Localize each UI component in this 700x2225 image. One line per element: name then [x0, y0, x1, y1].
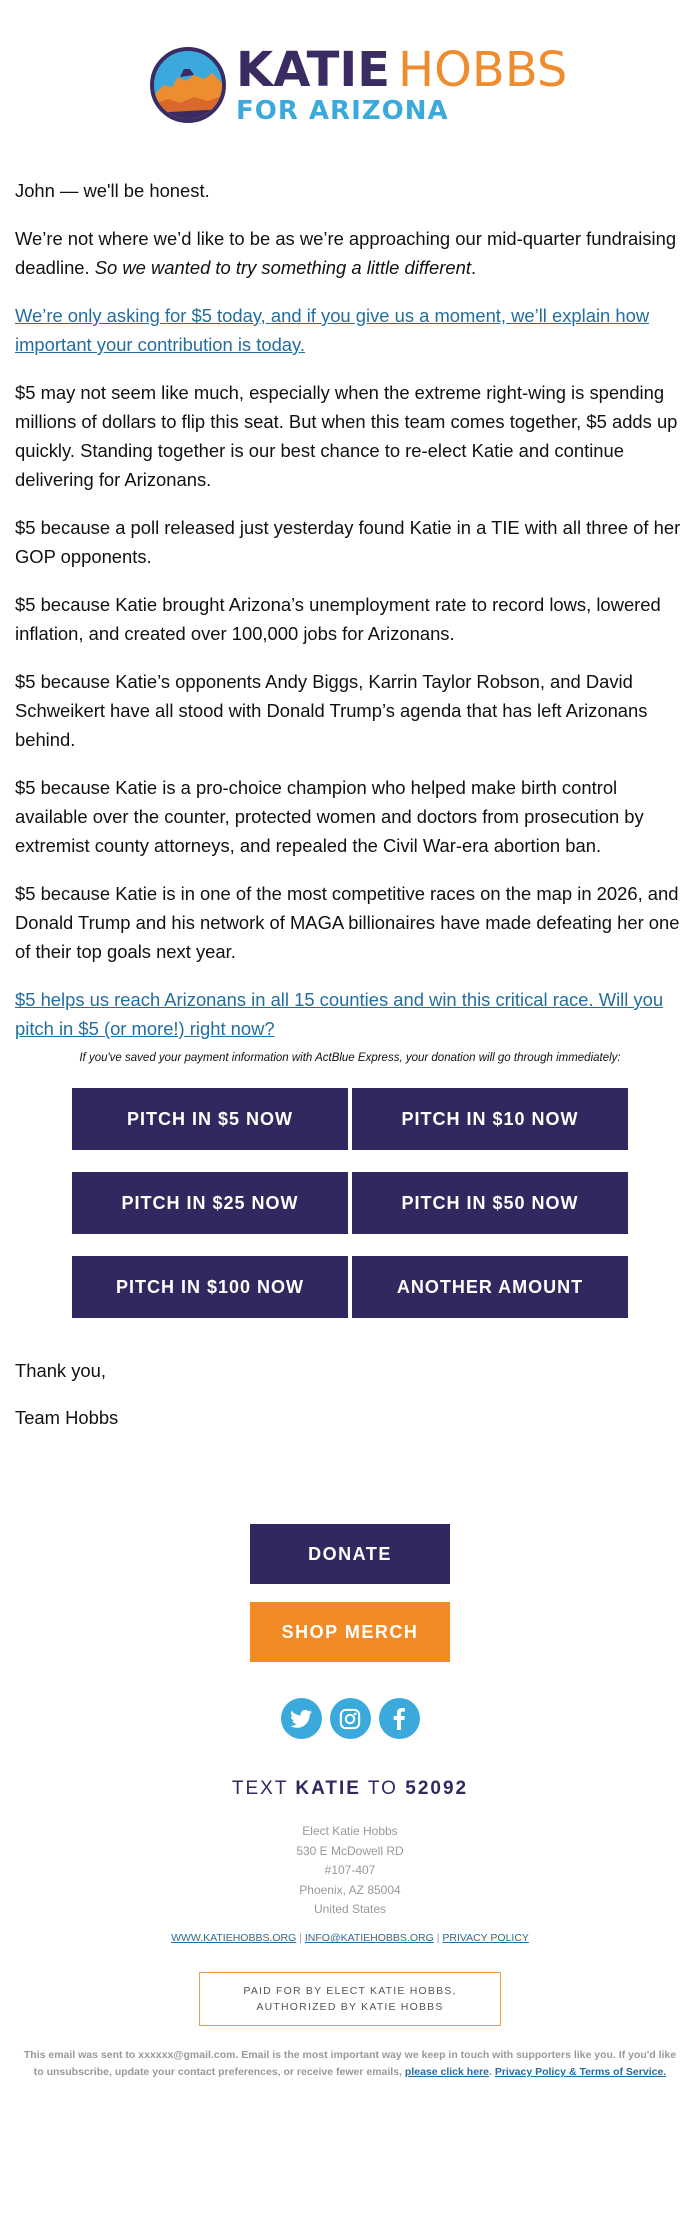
shop-merch-button[interactable]: SHOP MERCH: [250, 1602, 450, 1662]
paid-for-disclaimer: [199, 1972, 501, 2026]
logo-for-arizona: FOR ARIZONA: [236, 96, 449, 126]
paragraph-pro-choice: $5 because Katie is a pro-choice champion who helped make birth control available over the counter, protected women and doctors from prosecution by extremist county attorneys, and repealed the Civil War-era abortion ban.: [15, 777, 644, 856]
fine-print-period: .: [488, 2066, 492, 2078]
pitch-in-link[interactable]: $5 helps us reach Arizonans in all 15 counties and win this critical race. Will you pitch in $5 (or more!) right now?: [15, 989, 664, 1039]
paragraph-deadline-italic: So we wanted to try something a little different: [94, 257, 471, 278]
address-line: 530 E McDowell RD: [296, 1843, 404, 1858]
paragraph-deadline: [15, 224, 687, 282]
twitter-icon: [290, 1709, 312, 1729]
instagram-icon: [339, 1708, 361, 1730]
facebook-icon: [393, 1708, 405, 1730]
greeting: John — we'll be honest.: [15, 180, 210, 201]
signoff: [15, 1356, 687, 1450]
text-prefix: TEXT: [231, 1778, 289, 1799]
paid-line-2: AUTHORIZED BY KATIE HOBBS: [256, 2001, 444, 2013]
address-line: Phoenix, AZ 85004: [299, 1882, 401, 1897]
link-separator: |: [436, 1932, 440, 1944]
social-links: [280, 1698, 420, 1740]
website-link[interactable]: WWW.KATIEHOBBS.ORG: [171, 1932, 297, 1944]
unsubscribe-link[interactable]: please click here: [404, 2066, 489, 2078]
text-to: TO: [367, 1778, 398, 1799]
paragraph-opponents: $5 because Katie’s opponents Andy Biggs, Karrin Taylor Robson, and David Schweikert have all stood with Donald Trump’s agenda that has left Arizonans behind.: [15, 671, 648, 750]
paragraph-counties-link: [15, 985, 687, 1043]
ask-five-dollars-link[interactable]: We’re only asking for $5 today, and if you give us a moment, we’ll explain how important your contribution is today.: [15, 305, 650, 355]
donation-button-grid: [72, 1088, 628, 1318]
paragraph-seat: $5 may not seem like much, especially when the extreme right-wing is spending millions of dollars to flip this seat. But when this team comes together, $5 adds up quickly. Standing together is our best chance to re-elect Katie and continue delivering for Arizonans.: [15, 382, 678, 490]
pitch-in-50-button[interactable]: PITCH IN $50 NOW: [352, 1172, 628, 1234]
fine-print-text: This email was sent to xxxxxx@gmail.com. Email is the most important way we keep in touch with supporters like you. If you'd like to unsubscribe, update your contact preferences, or receive fewer emails,: [23, 2049, 677, 2078]
email-body: [15, 176, 687, 1062]
text-keyword: KATIE: [295, 1778, 361, 1799]
paragraph-poll: $5 because a poll released just yesterday found Katie in a TIE with all three of her GOP opponents.: [15, 517, 681, 567]
pitch-in-100-button[interactable]: PITCH IN $100 NOW: [72, 1256, 348, 1318]
privacy-terms-link[interactable]: Privacy Policy & Terms of Service.: [494, 2066, 667, 2078]
logo-hobbs: HOBBS: [398, 42, 568, 98]
paid-line-1: PAID FOR BY ELECT KATIE HOBBS,: [243, 1985, 457, 1997]
text-number: 52092: [405, 1778, 469, 1799]
pitch-in-5-button[interactable]: PITCH IN $5 NOW: [72, 1088, 348, 1150]
logo-wordmark: [236, 42, 568, 126]
arizona-landscape-logo-icon: [150, 47, 226, 123]
address-line: Elect Katie Hobbs: [302, 1824, 398, 1838]
address-line: United States: [313, 1902, 387, 1916]
footer-links: [0, 1932, 700, 1944]
signoff-team: Team Hobbs: [15, 1407, 119, 1428]
twitter-link[interactable]: [281, 1698, 322, 1739]
facebook-link[interactable]: [379, 1698, 420, 1739]
actblue-note: If you've saved your payment information with ActBlue Express, your donation will go through immediately:: [79, 1052, 621, 1064]
privacy-policy-link[interactable]: PRIVACY POLICY: [442, 1932, 529, 1944]
donate-button[interactable]: DONATE: [250, 1524, 450, 1584]
link-separator: |: [299, 1932, 302, 1944]
paragraph-deadline-end: .: [470, 257, 477, 278]
paragraph-deadline-text: We’re not where we’d like to be as we’re approaching our mid-quarter fundraising deadline.: [15, 228, 677, 278]
email-link[interactable]: INFO@KATIEHOBBS.ORG: [304, 1932, 434, 1944]
text-to-join: [0, 1778, 700, 1800]
campaign-logo: [150, 42, 568, 126]
paragraph-ask-link: [15, 301, 687, 359]
address-line: #107-407: [324, 1863, 376, 1877]
pitch-in-25-button[interactable]: PITCH IN $25 NOW: [72, 1172, 348, 1234]
pitch-in-10-button[interactable]: PITCH IN $10 NOW: [352, 1088, 628, 1150]
paragraph-competitive: $5 because Katie is in one of the most competitive races on the map in 2026, and Donald Trump and his network of MAGA billionaires have made defeating her one of their top goals next year.: [15, 883, 680, 962]
mailing-address: [0, 1822, 700, 1920]
paragraph-jobs: $5 because Katie brought Arizona’s unemployment rate to record lows, lowered inflation, and created over 100,000 jobs for Arizonans.: [15, 594, 661, 644]
instagram-link[interactable]: [330, 1698, 371, 1739]
another-amount-button[interactable]: ANOTHER AMOUNT: [352, 1256, 628, 1318]
signoff-thanks: Thank you,: [15, 1360, 106, 1381]
logo-katie: KATIE: [236, 42, 391, 98]
fine-print: [22, 2047, 678, 2081]
